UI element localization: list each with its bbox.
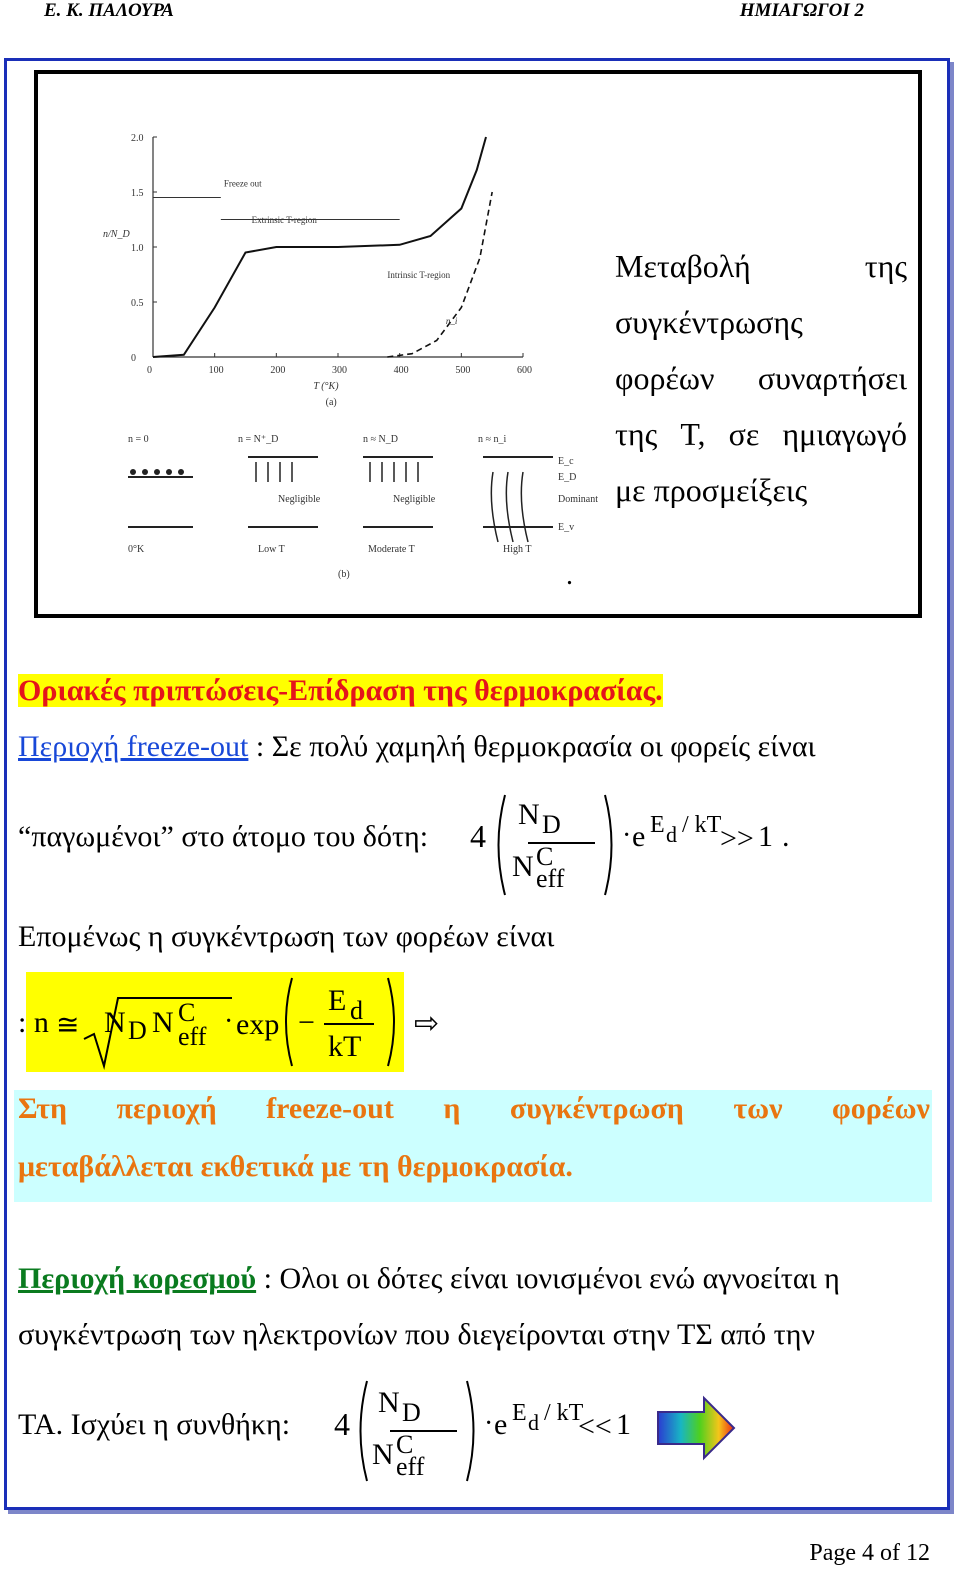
eq2-c: C: [178, 998, 196, 1027]
section2-line1: [18, 1262, 840, 1296]
plot-b: [128, 434, 598, 580]
caption-word: με προσμείξεις: [615, 472, 808, 508]
hl-word: η: [443, 1092, 461, 1125]
eq2-prefix: : n: [18, 1006, 49, 1039]
eq2-eff: eff: [178, 1022, 207, 1051]
highlight-line2: μεταβάλλεται εκθετικά με τη θερμοκρασία.: [18, 1150, 573, 1183]
eq3-four: 4: [334, 1406, 350, 1442]
temp-1: Low T: [258, 544, 285, 555]
eq2-e: E: [328, 984, 347, 1017]
y-tick-label: 1.0: [131, 243, 144, 254]
carrier-concentration-figure: [98, 92, 673, 622]
caption-word: Τ,: [680, 416, 706, 452]
eq-four: 4: [470, 818, 486, 854]
section1-line3: Επομένως η συγκέντρωση των φορέων είναι: [18, 920, 555, 953]
eq-exp-e: E: [650, 812, 665, 838]
band-ev: E_v: [558, 522, 575, 533]
y-tick-label: 2.0: [131, 133, 144, 144]
y-axis-label: n/N_D: [103, 229, 130, 240]
eq3-exp-d: d: [528, 1410, 539, 1435]
x-tick-label: 400: [393, 365, 409, 376]
eq-den-c: C: [536, 842, 554, 871]
caption-word: της: [615, 416, 658, 452]
section1-title: [18, 674, 663, 708]
eq3-exp-e: E: [512, 1400, 527, 1426]
saturation-condition: 4 N D N C eff · e E d / kT << 1: [334, 1376, 654, 1486]
band-label-1: n = N⁺_D: [238, 434, 279, 445]
eq3-num-n: N: [378, 1386, 400, 1419]
x-tick-label: 600: [517, 365, 532, 376]
y-tick-label: 0: [131, 353, 136, 364]
band-sub-2: Dominant: [558, 494, 598, 505]
hl-word: συγκέντρωση: [509, 1092, 684, 1125]
eq3-one: 1: [616, 1408, 631, 1441]
y-tick-label: 1.5: [131, 188, 144, 199]
band-label-2: n ≈ N_D: [363, 434, 398, 445]
x-tick-label: 200: [270, 365, 286, 376]
band-sub-1: Negligible: [393, 494, 436, 505]
section2-text1: : Ολοι οι δότες είναι ιονισμένοι ενώ αγνοείται η: [256, 1262, 840, 1295]
band-ec: E_c: [558, 456, 574, 467]
panel-b-label: (b): [338, 569, 350, 580]
eq-rel: >>: [720, 822, 754, 855]
eq3-num-d: D: [402, 1398, 421, 1427]
header-title: ΗΜΙΑΓΩΓΟΙ 2: [739, 0, 864, 21]
section1-text1: : Σε πολύ χαμηλή θερμοκρασία οι φορείς είναι: [248, 730, 816, 763]
plot-a: [103, 133, 532, 408]
caption-word: ημιαγωγό: [782, 416, 907, 452]
eq3-den-c: C: [396, 1430, 414, 1459]
annotation-intrinsic: Intrinsic T-region: [387, 269, 451, 280]
eq-num-d: D: [542, 810, 561, 839]
hl-word: των: [733, 1092, 783, 1125]
caption-word: συγκέντρωσης: [615, 304, 803, 340]
caption-word: φορέων: [615, 360, 715, 396]
eq3-den-n: N: [372, 1438, 394, 1471]
highlight-line1: [18, 1092, 930, 1126]
eq3-den-eff: eff: [396, 1452, 425, 1481]
x-tick-label: 0: [147, 365, 152, 376]
temp-0: 0°K: [128, 544, 145, 555]
hl-word: freeze-out: [266, 1092, 394, 1125]
eq2-ed: d: [350, 996, 363, 1025]
x-tick-label: 100: [208, 365, 224, 376]
x-tick-label: 300: [332, 365, 347, 376]
eq-e: e: [632, 820, 646, 853]
annotation-ni: n_i: [445, 316, 458, 326]
x-axis-label: T (°K): [313, 381, 339, 392]
eq3-e: e: [494, 1408, 508, 1441]
eq2-d: D: [128, 1016, 147, 1045]
eq2-kt: kT: [328, 1030, 362, 1063]
temp-2: Moderate T: [368, 544, 415, 555]
eq3-rel: <<: [578, 1410, 612, 1443]
eq-dot: .: [782, 820, 790, 853]
caption-word: της: [864, 248, 907, 284]
caption-word: Μεταβολή: [615, 248, 751, 284]
right-arrow-icon: ⇨: [414, 1007, 440, 1040]
page-number: Page 4 of 12: [809, 1540, 930, 1566]
hl-word: περιοχή: [116, 1092, 217, 1125]
hl-word: Στη: [18, 1092, 68, 1125]
temp-3: High T: [503, 544, 532, 555]
figure-caption: [615, 238, 907, 518]
section2-line3: ΤΑ. Ισχύει η συνθήκη:: [18, 1408, 291, 1441]
saturation-link[interactable]: Περιοχή κορεσμού: [18, 1262, 257, 1295]
band-label-3: n ≈ n_i: [478, 434, 507, 445]
eq2-n: N: [104, 1006, 126, 1039]
freeze-out-formula: : n ≅ N D N C eff · exp − E d kT: [26, 972, 404, 1072]
band-label-0: n = 0: [128, 434, 149, 445]
header-author: Ε. Κ. ΠΑΛΟΥΡΑ: [44, 0, 174, 21]
x-tick-label: 500: [455, 365, 471, 376]
eq2-minus: −: [298, 1006, 315, 1039]
freeze-out-condition: 4 N D N C eff · e E d / kT >> 1 .: [470, 790, 810, 900]
eq2-approx: ≅: [56, 1010, 80, 1041]
section1-line2: “παγωμένοι” στο άτομο του δότη:: [18, 820, 429, 853]
hl-word: φορέων: [831, 1092, 930, 1125]
gradient-arrow-icon: [656, 1394, 756, 1464]
caption-dot: .: [566, 560, 573, 591]
eq3-exp-kt: / kT: [544, 1400, 584, 1426]
eq-num-n: N: [518, 798, 540, 831]
eq-den-eff: eff: [536, 864, 565, 893]
eq-one: 1: [758, 820, 773, 853]
freeze-out-link[interactable]: Περιοχή freeze-out: [18, 730, 249, 763]
band-ed: E_D: [558, 472, 577, 483]
section1-line1: [18, 730, 816, 764]
annotation-freeze: Freeze out: [223, 178, 262, 189]
eq-exp-d: d: [666, 822, 677, 847]
caption-word: σε: [728, 416, 760, 452]
panel-a-label: (a): [325, 397, 337, 408]
series-n-line: [153, 137, 486, 357]
caption-word: συναρτήσει: [757, 360, 907, 396]
eq2-exp: exp: [236, 1008, 280, 1041]
annotation-extrinsic: Extrinsic T-region: [251, 214, 317, 225]
y-tick-label: 0.5: [131, 298, 144, 309]
band-sub-0: Negligible: [278, 494, 321, 505]
eq-den-n: N: [512, 850, 534, 883]
eq2-n2: N: [152, 1006, 174, 1039]
section1-title-text: Οριακές πριπτώσεις-Επίδραση της θερμοκρασίας.: [18, 674, 663, 707]
section2-line2: συγκέντρωση των ηλεκτρονίων που διεγείρονται στην ΤΣ από την: [18, 1318, 815, 1351]
eq-exp-kt: / kT: [682, 812, 722, 838]
